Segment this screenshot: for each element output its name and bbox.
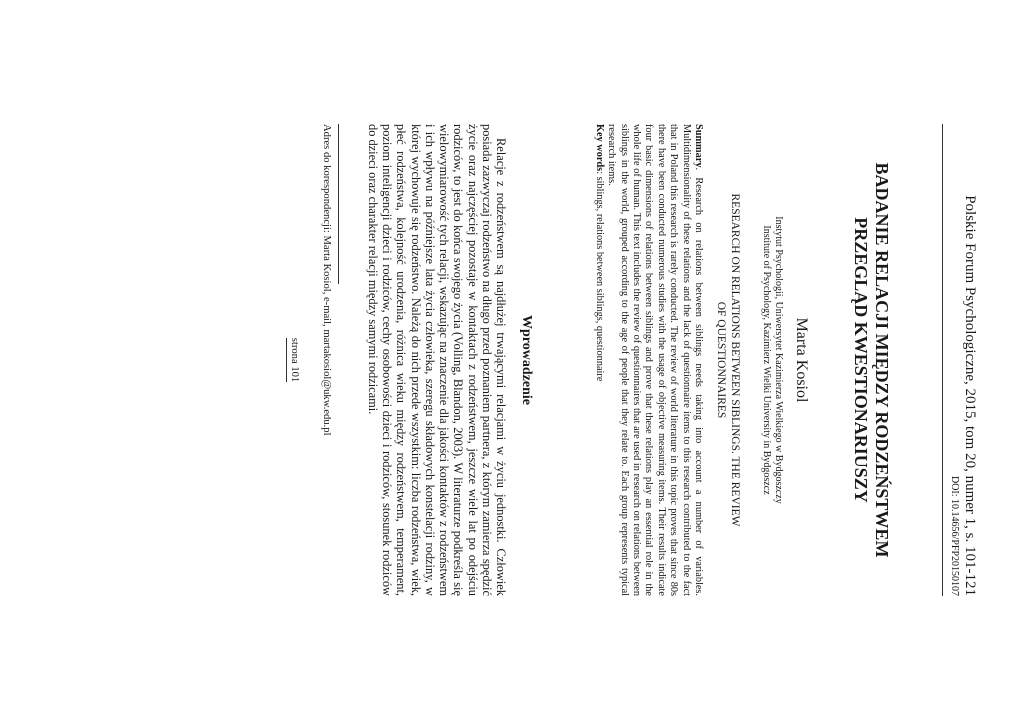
- keywords-label: Key words: [593, 124, 605, 172]
- header-rule: [942, 124, 943, 596]
- affiliation-english: Institute of Psychology, Kazimierz Wielki University in Bydgoszcz: [761, 225, 772, 495]
- affiliation-polish: Instytut Psychologii, Uniwersytet Kazimierza Wielkiego w Bydgoszczy: [773, 216, 784, 504]
- footnote-rule: [338, 124, 339, 284]
- title-line-1: BADANIE RELACJI MIĘDZY RODZEŃSTWEM: [872, 162, 892, 558]
- doi: DOI: 10.14656/PFP20150107: [949, 475, 960, 596]
- summary-text: . Research on relations between siblings needs taking into account a number of variables. Multidimensionality of these relations and the lack of questionnaire items to this research contributed to the fact that in Poland this research is rarely conducted. The review of world literature in this topic proves that since 80s there have been conducted numerous studies with the usage of objective measuring items. Their results indicate four basic dimensions of relations between siblings and prove that these relations play an essential role in the whole life of human. This text includes the review of questionnaires that are used in research on relations between siblings in the world, grouped according to the age of people that they relate to. Each group represents typical research items.: [606, 124, 704, 596]
- page-number-wrap: [286, 124, 305, 596]
- keywords-text: : siblings, relations between siblings, questionnaire: [593, 171, 605, 382]
- title-line-2: PRZEGLĄD KWESTIONARIUSZY: [851, 217, 871, 503]
- correspondence-footnote: Adres do korespondencji: Marta Kosiol, e-mail, martakosiol@ukw.edu.pl: [321, 124, 333, 436]
- journal-header: [961, 124, 978, 596]
- english-title-line-1: RESEARCH ON RELATIONS BETWEEN SIBLINGS. THE REVIEW: [729, 193, 741, 527]
- author-name: Marta Kosiol: [793, 317, 810, 403]
- summary-label: Summary: [693, 124, 704, 168]
- english-title: [714, 124, 742, 596]
- page-content: [286, 124, 978, 596]
- english-title-line-2: OF QUESTIONNAIRES: [715, 301, 727, 419]
- keywords: [592, 124, 604, 596]
- article-title: [850, 124, 892, 596]
- summary-paragraph: [605, 124, 704, 596]
- intro-paragraph: Relacje z rodzeństwem są najdłużej trwającymi relacjami w życiu jednostki. Człowiek posiada zazwyczaj rodzeństwo na długo przed poznaniem partnera, z którym zamierza spędzić życie oraz najczęściej pozostaje w kontaktach z rodzeństwem, jeszcze wiele lat po odejściu rodziców, to jest do końca swojego życia (Volling, Blandon, 2003). W literaturze podkreśla się wielowymiarowość tych relacji, wskazując na znaczenie dla jakości kontaktów z rodzeństwem i ich wpływu na późniejsze lata życia człowieka, szeregu składowych konstelacji rodziny, w której wychowuje się rodzeństwo. Należą do nich przede wszystkim: liczba rodzeństwa, wiek, płeć rodzeństwa, kolejność urodzenia, różnica wieku między rodzeństwem, temperament, poziom inteligencji dzieci i rodziców, cechy osobowości dzieci i rodziców, stosunek rodziców do dzieci oraz charakter relacji między samymi rodzicami.: [365, 124, 509, 596]
- section-heading: Wprowadzenie: [519, 315, 535, 405]
- journal-citation: Polskie Forum Psychologiczne, 2015, tom 20, numer 1, s. 101-121: [962, 195, 978, 596]
- page-number: strona 101: [286, 338, 300, 382]
- affiliation: [760, 124, 784, 596]
